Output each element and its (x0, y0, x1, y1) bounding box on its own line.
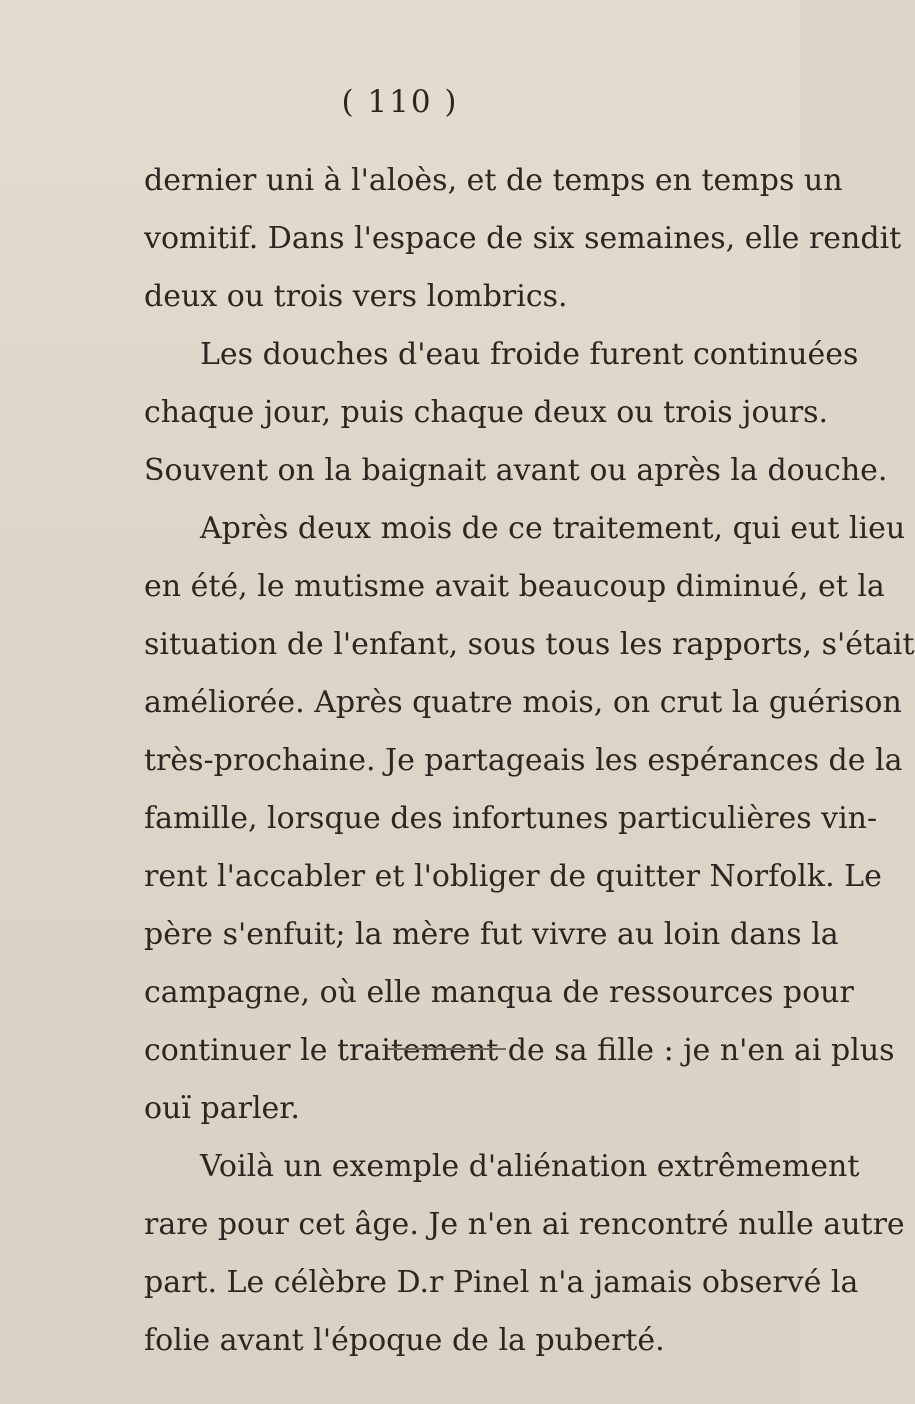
text-line: très-prochaine. Je partageais les espérances de la (144, 743, 903, 778)
text-line: Les douches d'eau froide furent continuées (200, 337, 859, 372)
text-line: père s'enfuit; la mère fut vivre au loin dans la (144, 917, 839, 952)
text-line: famille, lorsque des infortunes particulières vin- (144, 801, 878, 836)
text-line: Après deux mois de ce traitement, qui eut lieu (200, 511, 906, 546)
text-line: dernier uni à l'aloès, et de temps en temps un (144, 163, 843, 198)
text-line: situation de l'enfant, sous tous les rapports, s'était (144, 627, 915, 662)
text-line: campagne, où elle manqua de ressources pour (144, 975, 854, 1010)
text-line: continuer le traitement de sa fille : je n'en ai plus (144, 1033, 895, 1068)
text-line: rare pour cet âge. Je n'en ai rencontré nulle autre (144, 1207, 905, 1242)
text-line: folie avant l'époque de la puberté. (144, 1323, 665, 1358)
text-line: ouï parler. (144, 1091, 300, 1126)
text-line: part. Le célèbre D.r Pinel n'a jamais observé la (144, 1265, 859, 1300)
text-line: améliorée. Après quatre mois, on crut la guérison (144, 685, 902, 720)
text-line: en été, le mutisme avait beaucoup diminué, et la (144, 569, 885, 604)
text-line: deux ou trois vers lombrics. (144, 279, 568, 314)
end-rule (388, 1048, 506, 1050)
text-line: Voilà un exemple d'aliénation extrêmement (200, 1149, 860, 1184)
text-line: Souvent on la baignait avant ou après la douche. (144, 453, 888, 488)
text-line: rent l'accabler et l'obliger de quitter Norfolk. Le (144, 859, 882, 894)
body-text (144, 152, 915, 1370)
text-line: chaque jour, puis chaque deux ou trois jours. (144, 395, 829, 430)
text-line: vomitif. Dans l'espace de six semaines, elle rendit (144, 221, 902, 256)
page-number: ( 110 ) (341, 84, 459, 120)
